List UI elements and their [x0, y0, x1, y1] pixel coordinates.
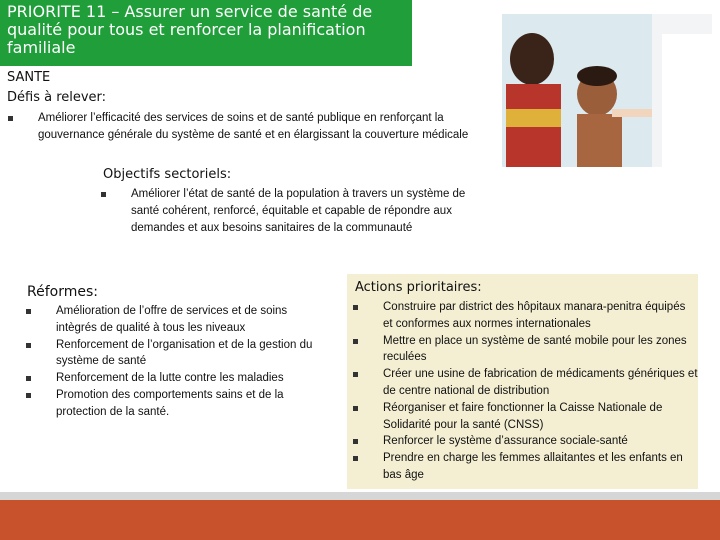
reforme-text: Amélioration de l’offre de services et de soins intègrés de qualité à tous les niveaux	[56, 305, 288, 334]
health-photo	[502, 14, 712, 167]
objectif-text: Améliorer l’état de santé de la population à travers un système de santé cohérent, renforcé, équitable et capable de répondre aux demandes et aux besoins sanitaires de la communauté	[131, 188, 466, 234]
objectifs-list	[101, 186, 486, 236]
list-item	[353, 433, 698, 450]
bullet-icon	[26, 393, 31, 398]
list-item	[26, 387, 326, 421]
bullet-icon	[26, 309, 31, 314]
bullet-icon	[353, 456, 358, 461]
list-item	[26, 303, 326, 337]
actions-label: Actions prioritaires:	[355, 280, 482, 295]
bullet-icon	[353, 372, 358, 377]
list-item	[8, 110, 478, 144]
action-text: Réorganiser et faire fonctionner la Caisse Nationale de Solidarité pour la santé (CNSS)	[383, 401, 663, 431]
defi-text: Améliorer l’efficacité des services de soins et de santé publique en renforçant la gouvernance générale du système de santé et en élargissant la couverture médicale	[38, 112, 469, 141]
list-item	[353, 333, 698, 367]
objectifs-label: Objectifs sectoriels:	[103, 167, 232, 182]
footer-divider	[0, 492, 720, 500]
reforme-text: Promotion des comportements sains et de la protection de la santé.	[56, 388, 284, 418]
list-item	[26, 337, 326, 371]
slide-title-text: PRIORITE 11 – Assurer un service de santé de qualité pour tous et renforcer la planification familiale	[7, 2, 373, 57]
bullet-icon	[353, 305, 358, 310]
bullet-icon	[353, 439, 358, 444]
bullet-icon	[26, 343, 31, 348]
action-text: Mettre en place un système de santé mobile pour les zones reculées	[383, 334, 687, 364]
defis-label: Défis à relever:	[7, 90, 107, 105]
slide-title	[0, 0, 412, 66]
sante-label: SANTE	[7, 70, 51, 85]
list-item	[353, 400, 698, 434]
actions-list	[353, 299, 698, 484]
action-text: Prendre en charge les femmes allaitantes et les enfants en bas âge	[383, 452, 683, 481]
footer-band	[0, 500, 720, 540]
defis-list	[8, 110, 478, 144]
bullet-icon	[26, 376, 31, 381]
bullet-icon	[8, 116, 13, 121]
list-item	[26, 370, 326, 387]
list-item	[353, 366, 698, 400]
bullet-icon	[101, 192, 106, 197]
list-item	[353, 299, 698, 333]
action-text: Construire par district des hôpitaux manara-penitra équipés et conformes aux normes internationales	[383, 301, 686, 330]
list-item	[101, 186, 486, 236]
reformes-list	[26, 303, 326, 421]
list-item	[353, 450, 698, 484]
photo-illustration	[502, 14, 712, 167]
bullet-icon	[353, 339, 358, 344]
reforme-text: Renforcement de l’organisation et de la gestion du système de santé	[56, 338, 313, 368]
bullet-icon	[353, 406, 358, 411]
action-text: Créer une usine de fabrication de médicaments génériques et de centre national de distribution	[383, 368, 698, 397]
reformes-label: Réformes:	[27, 284, 98, 300]
action-text: Renforcer le système d’assurance sociale-santé	[383, 435, 628, 448]
reforme-text: Renforcement de la lutte contre les maladies	[56, 372, 284, 385]
